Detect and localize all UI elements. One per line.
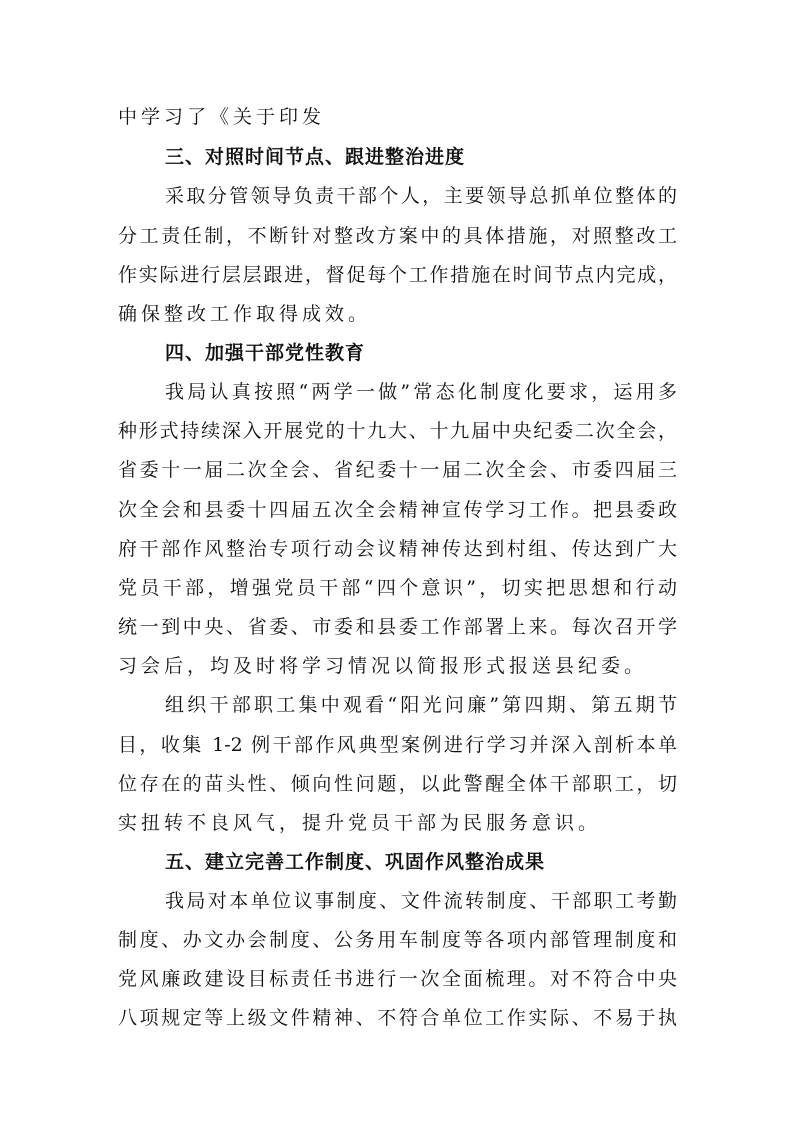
body-text-line: 统一到中央、省委、市委和县委工作部署上来。每次召开学 bbox=[118, 616, 677, 638]
body-text-line: 实扭转不良风气，提升党员干部为民服务意识。 bbox=[118, 812, 602, 834]
body-text-line: 确保整改工作取得成效。 bbox=[118, 303, 372, 325]
body-text-line: 种形式持续深入开展党的十九大、十九届中央纪委二次全会， bbox=[118, 420, 677, 442]
body-text-line: 分工责任制，不断针对整改方案中的具体措施，对照整改工 bbox=[118, 225, 677, 247]
body-text-line: 位存在的苗头性、倾向性问题，以此警醒全体干部职工，切 bbox=[118, 773, 677, 795]
body-text-line: 习会后，均及时将学习情况以简报形式报送县纪委。 bbox=[118, 655, 648, 677]
body-text-line: 府干部作风整治专项行动会议精神传达到村组、传达到广大 bbox=[118, 538, 677, 560]
body-text-line: 采取分管领导负责干部个人，主要领导总抓单位整体的 bbox=[165, 185, 677, 207]
body-text-line: 八项规定等上级文件精神、不符合单位工作实际、不易于执 bbox=[118, 1007, 677, 1029]
section-heading-3: 三、对照时间节点、跟进整治进度 bbox=[165, 146, 466, 168]
body-text-line: 省委十一届二次全会、省纪委十一届二次全会、市委四届三 bbox=[118, 459, 677, 481]
body-text-line: 中学习了《关于印发 bbox=[118, 106, 326, 128]
body-text-line: 目，收集 1-2 例干部作风典型案例进行学习并深入剖析本单 bbox=[118, 734, 677, 756]
body-text-line: 制度、办文办会制度、公务用车制度等各项内部管理制度和 bbox=[118, 929, 677, 951]
body-text-line: 组织干部职工集中观看“阳光问廉”第四期、第五期节 bbox=[165, 694, 677, 716]
body-text-line: 次全会和县委十四届五次全会精神宣传学习工作。把县委政 bbox=[118, 499, 677, 521]
body-text-line: 作实际进行层层跟进，督促每个工作措施在时间节点内完成， bbox=[118, 264, 677, 286]
section-heading-5: 五、建立完善工作制度、巩固作风整治成果 bbox=[165, 851, 546, 873]
body-text-line: 我局认真按照“两学一做”常态化制度化要求，运用多 bbox=[165, 381, 677, 403]
body-text-line: 党员干部，增强党员干部“四个意识”，切实把思想和行动 bbox=[118, 577, 677, 599]
body-text-line: 我局对本单位议事制度、文件流转制度、干部职工考勤 bbox=[165, 890, 677, 912]
body-text-line: 党风廉政建设目标责任书进行一次全面梳理。对不符合中央 bbox=[118, 968, 677, 990]
section-heading-4: 四、加强干部党性教育 bbox=[165, 342, 366, 364]
